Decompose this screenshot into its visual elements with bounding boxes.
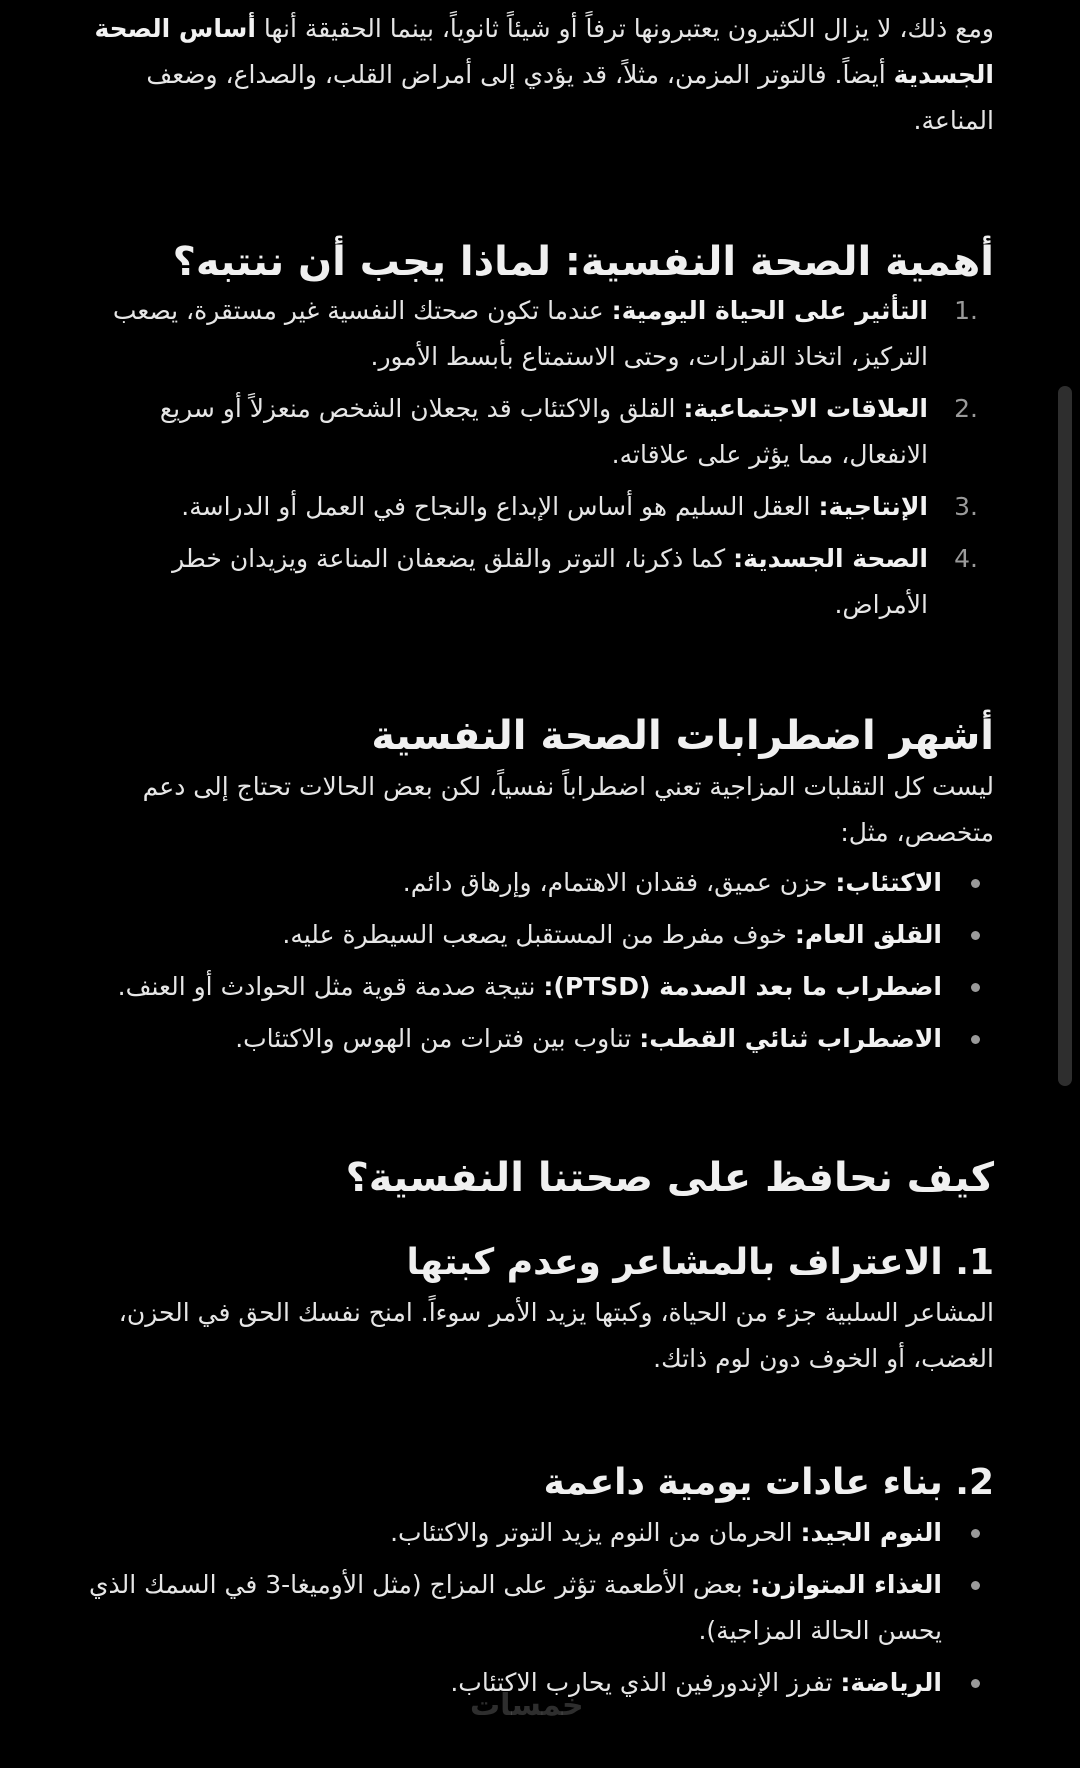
sub2-heading: 2. بناء عادات يومية داعمة bbox=[543, 1462, 994, 1503]
list-item-text: بعض الأطعمة تؤثر على المزاج (مثل الأوميغا-3 في السمك الذي يحسن الحالة المزاجية). bbox=[88, 1570, 942, 1645]
list-item-text: الحرمان من النوم يزيد التوتر والاكتئاب. bbox=[390, 1518, 801, 1547]
list-item-text: القلق والاكتئاب قد يجعلان الشخص منعزلاً أو سريع الانفعال، مما يؤثر على علاقاته. bbox=[159, 394, 928, 469]
list-item-title bbox=[543, 972, 942, 1001]
list-item bbox=[86, 860, 994, 906]
list-item-text: تفرز الإندورفين الذي يحارب الاكتئاب. bbox=[450, 1668, 841, 1697]
intro-bold: أساس الصحة الجسدية bbox=[94, 14, 994, 89]
ptsd-abbr: PTSD bbox=[564, 972, 639, 1001]
list-item bbox=[86, 1016, 994, 1062]
list-item-title: التأثير على الحياة اليومية: bbox=[611, 296, 928, 325]
disorders-heading: أشهر اضطرابات الصحة النفسية bbox=[371, 713, 994, 759]
intro-paragraph bbox=[86, 6, 994, 144]
sub1-paragraph: المشاعر السلبية جزء من الحياة، وكبتها يزيد الأمر سوءاً. امنح نفسك الحق في الحزن، الغضب، أو الخوف دون لوم ذاتك. bbox=[118, 1298, 994, 1373]
intro-text-after: أيضاً. فالتوتر المزمن، مثلاً، قد يؤدي إلى أمراض القلب، والصداع، وضعف المناعة. bbox=[146, 60, 994, 135]
importance-list bbox=[86, 288, 994, 628]
list-item-text: عندما تكون صحتك النفسية غير مستقرة، يصعب التركيز، اتخاذ القرارات، وحتى الاستمتاع بأبسط الأمور. bbox=[112, 296, 928, 371]
bullet-icon bbox=[971, 1679, 980, 1688]
list-item-text: تناوب بين فترات من الهوس والاكتئاب. bbox=[235, 1024, 640, 1053]
list-number: 3. bbox=[954, 492, 978, 521]
list-item-title: الاضطراب ثنائي القطب: bbox=[639, 1024, 942, 1053]
bullet-icon bbox=[971, 1035, 980, 1044]
list-item-title: النوم الجيد: bbox=[800, 1518, 942, 1547]
list-item-title: الرياضة: bbox=[840, 1668, 942, 1697]
list-item-text: خوف مفرط من المستقبل يصعب السيطرة عليه. bbox=[282, 920, 795, 949]
importance-heading: أهمية الصحة النفسية: لماذا يجب أن ننتبه؟ bbox=[172, 239, 994, 285]
bullet-icon bbox=[971, 983, 980, 992]
disorders-intro: ليست كل التقلبات المزاجية تعني اضطراباً نفسياً، لكن بعض الحالات تحتاج إلى دعم متخصص، مثل: bbox=[142, 772, 994, 847]
habits-list bbox=[86, 1510, 994, 1706]
list-item-title: العلاقات الاجتماعية: bbox=[683, 394, 928, 423]
title-part: اضطراب ما بعد الصدمة ( bbox=[638, 972, 942, 1001]
title-part: ): bbox=[543, 972, 565, 1001]
list-item-title: القلق العام: bbox=[794, 920, 942, 949]
maintain-heading: كيف نحافظ على صحتنا النفسية؟ bbox=[345, 1155, 994, 1201]
list-item bbox=[86, 288, 994, 380]
disorders-list bbox=[86, 860, 994, 1062]
list-item-title: الإنتاجية: bbox=[818, 492, 928, 521]
list-item bbox=[86, 964, 994, 1010]
scrollbar-thumb[interactable] bbox=[1058, 386, 1072, 1086]
list-item bbox=[86, 1510, 994, 1556]
list-number: 2. bbox=[954, 394, 978, 423]
list-item bbox=[86, 536, 994, 628]
list-item-title: الصحة الجسدية: bbox=[733, 544, 928, 573]
list-item-title: الغذاء المتوازن: bbox=[750, 1570, 942, 1599]
list-number: 4. bbox=[954, 544, 978, 573]
list-number: 1. bbox=[954, 296, 978, 325]
list-item bbox=[86, 912, 994, 958]
intro-text-before: ومع ذلك، لا يزال الكثيرون يعتبرونها ترفاً أو شيئاً ثانوياً، بينما الحقيقة أنها bbox=[255, 14, 994, 43]
list-item-text: كما ذكرنا، التوتر والقلق يضعفان المناعة ويزيدان خطر الأمراض. bbox=[172, 544, 928, 619]
bullet-icon bbox=[971, 1529, 980, 1538]
list-item-text: العقل السليم هو أساس الإبداع والنجاح في العمل أو الدراسة. bbox=[181, 492, 819, 521]
list-item bbox=[86, 1562, 994, 1654]
sub1-heading: 1. الاعتراف بالمشاعر وعدم كبتها bbox=[406, 1242, 994, 1283]
bullet-icon bbox=[971, 931, 980, 940]
bullet-icon bbox=[971, 879, 980, 888]
list-item bbox=[86, 484, 994, 530]
watermark-logo: خمسات bbox=[470, 1688, 584, 1723]
bullet-icon bbox=[971, 1581, 980, 1590]
list-item-title: الاكتئاب: bbox=[835, 868, 942, 897]
list-item-text: حزن عميق، فقدان الاهتمام، وإرهاق دائم. bbox=[402, 868, 836, 897]
scrollbar[interactable] bbox=[1058, 0, 1072, 1768]
list-item bbox=[86, 386, 994, 478]
list-item-text: نتيجة صدمة قوية مثل الحوادث أو العنف. bbox=[117, 972, 544, 1001]
